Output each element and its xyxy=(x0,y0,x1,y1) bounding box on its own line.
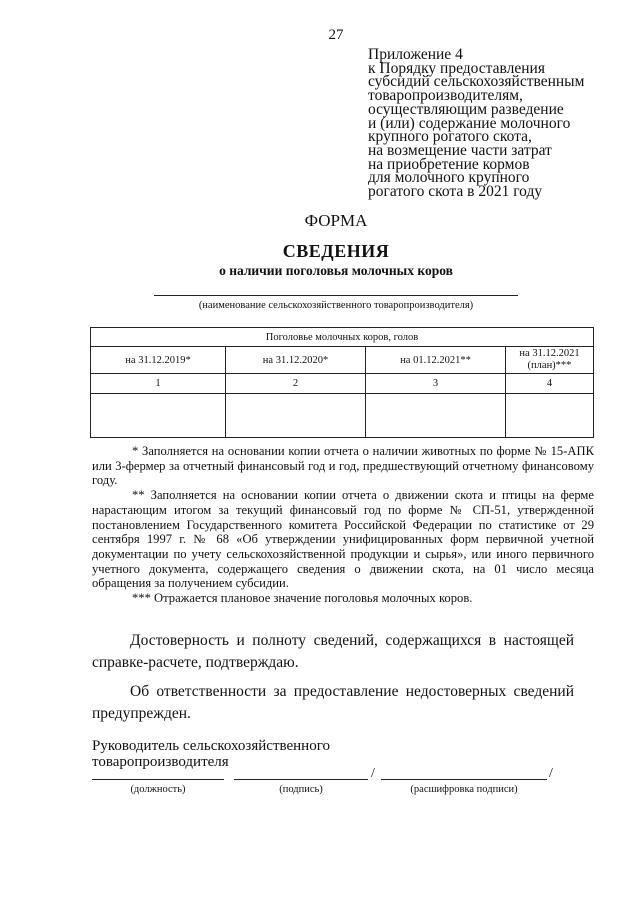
herd-table xyxy=(90,327,594,438)
footnote-3: *** Отражается плановое значение поголовья молочных коров. xyxy=(132,591,473,606)
appendix-line: субсидий сельскохозяйственным xyxy=(368,73,585,91)
signatory-title-line: товаропроизводителя xyxy=(92,753,229,770)
data-cell[interactable] xyxy=(91,394,226,438)
column-header: на 31.12.2020* xyxy=(226,347,366,374)
data-cell[interactable] xyxy=(226,394,366,438)
column-header: на 01.12.2021** xyxy=(366,347,506,374)
column-header-date: на 31.12.2021 xyxy=(519,348,580,359)
signature-caption: (подпись) xyxy=(279,784,323,795)
appendix-line: крупного рогатого скота, xyxy=(368,128,532,146)
footnote-2: ** Заполняется на основании копии отчета о движении скота и птицы на ферме нарастающим итогом за текущий финансовый год по форме № СП-51, утвержденной постановлением Государственного комитета Российской Федерации по статистике от 29 сентября 1997 г. № 68 «Об утверждении унифицированных форм первичной учетной документации по учету сельскохозяйственной продукции и сырья», или иного первичного учетного документа, содержащего сведения о движении скота, на 01 число месяца обращения за получением субсидии. xyxy=(92,488,594,591)
separator-slash: / xyxy=(371,766,375,781)
signatory-title xyxy=(92,739,330,770)
appendix-line: для молочного крупного xyxy=(368,169,530,187)
document-subtitle: о наличии поголовья молочных коров xyxy=(219,263,453,278)
footnote-1: * Заполняется на основании копии отчета о наличии животных по форме № 15-АПК или 3-фермер за отчетный финансовый год и год, предшествующий отчетному финансовому году. xyxy=(92,444,594,488)
signature-decoding-field[interactable] xyxy=(381,779,547,780)
column-header-plan: (план)*** xyxy=(527,360,572,371)
page-number: 27 xyxy=(328,27,344,43)
data-cell[interactable] xyxy=(366,394,506,438)
appendix-line: к Порядку предоставления xyxy=(368,59,545,77)
position-field[interactable] xyxy=(92,779,224,780)
signature-field[interactable] xyxy=(234,779,368,780)
appendix-line: товаропроизводителям, xyxy=(368,87,523,105)
producer-name-caption: (наименование сельскохозяйственного товаропроизводителя) xyxy=(198,300,474,311)
producer-name-field[interactable] xyxy=(154,295,518,296)
appendix-line: на возмещение части затрат xyxy=(368,141,552,159)
decoding-caption: (расшифровка подписи) xyxy=(410,784,518,795)
appendix-block xyxy=(368,48,628,199)
column-number: 2 xyxy=(226,374,366,394)
form-label: ФОРМА xyxy=(304,211,368,230)
separator-slash: / xyxy=(549,766,553,781)
responsibility-paragraph: Об ответственности за предоставление недостоверных сведений предупрежден. xyxy=(92,683,574,722)
confirmation xyxy=(92,630,574,725)
column-header xyxy=(506,347,594,374)
column-header: на 31.12.2019* xyxy=(91,347,226,374)
column-number: 4 xyxy=(506,374,594,394)
appendix-line: Приложение 4 xyxy=(368,46,463,63)
table-header: Поголовье молочных коров, голов xyxy=(91,328,594,347)
confirmation-paragraph: Достоверность и полноту сведений, содержащихся в настоящей справке-расчете, подтверждаю. xyxy=(92,632,574,671)
data-cell[interactable] xyxy=(506,394,594,438)
appendix-line: рогатого скота в 2021 году xyxy=(368,183,543,201)
appendix-line: на приобретение кормов xyxy=(368,155,530,173)
position-caption: (должность) xyxy=(130,784,186,795)
column-number: 1 xyxy=(91,374,226,394)
document-title: СВЕДЕНИЯ xyxy=(282,241,390,261)
signatory-title-line: Руководитель сельскохозяйственного xyxy=(92,738,330,754)
footnotes xyxy=(92,444,594,606)
appendix-line: и (или) содержание молочного xyxy=(368,114,571,132)
appendix-line: осуществляющим разведение xyxy=(368,100,564,118)
column-number: 3 xyxy=(366,374,506,394)
